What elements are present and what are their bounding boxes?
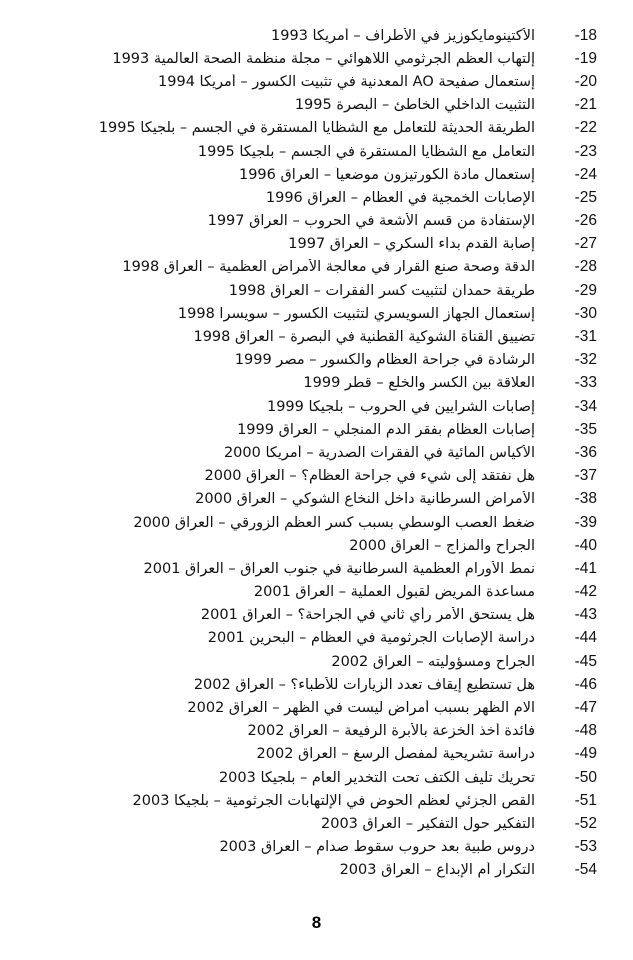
entry-title: الطريقة الحديثة للتعامل مع الشظايا المستقرة في الجسم – بلجيكا 1995: [98, 120, 535, 137]
entry-title: هل تستطيع إيقاف تعدد الزيارات للأطباء؟ – العراق 2002: [193, 676, 535, 693]
list-item: [77, 163, 597, 186]
entry-number: -37: [574, 467, 597, 485]
entry-title: إصابة القدم بداء السكري – العراق 1997: [288, 236, 535, 253]
list-item: [77, 743, 597, 766]
list-item: [77, 117, 597, 140]
list-item: [77, 395, 597, 418]
entry-title: الجراح ومسؤوليته – العراق 2002: [331, 653, 535, 670]
entry-title: مساعدة المريض لقبول العملية – العراق 2001: [253, 584, 535, 601]
entry-number: -20: [574, 72, 597, 90]
entry-number: -23: [574, 142, 597, 160]
entry-number: -41: [574, 559, 597, 577]
entry-title: الأمراض السرطانية داخل النخاع الشوكي – العراق 2000: [195, 491, 535, 508]
list-item: [77, 557, 597, 580]
entry-title: الأكتينومايكوزيز في الأطراف – أمريكا 1993: [271, 27, 535, 44]
list-item: [77, 465, 597, 488]
entry-title: الإصابات الخمجية في العظام – العراق 1996: [265, 189, 535, 206]
list-item: [77, 766, 597, 789]
entry-title: التعامل مع الشظايا المستقرة في الجسم – بلجيكا 1995: [197, 143, 535, 160]
entry-number: -44: [574, 629, 597, 647]
list-item: [77, 94, 597, 117]
list-item: [77, 650, 597, 673]
entry-number: -48: [574, 722, 597, 740]
entry-title: العلاقة بين الكسر والخلع – قطر 1999: [303, 375, 535, 392]
entry-number: -49: [574, 745, 597, 763]
entry-title: الأكياس المائية في الفقرات الصدرية – أمريكا 2000: [223, 444, 535, 461]
entry-number: -54: [574, 861, 597, 879]
publication-list: [77, 24, 597, 882]
entry-number: -40: [574, 536, 597, 554]
entry-number: -43: [574, 606, 597, 624]
entry-number: -47: [574, 699, 597, 717]
entry-title: إستعمال الجهاز السويسري لتثبيت الكسور – سويسرا 1998: [177, 305, 535, 322]
list-item: [77, 418, 597, 441]
entry-number: -39: [574, 513, 597, 531]
list-item: [77, 789, 597, 812]
entry-number: -50: [574, 768, 597, 786]
entry-number: -51: [574, 791, 597, 809]
entry-number: -36: [574, 443, 597, 461]
list-item: [77, 673, 597, 696]
list-item: [77, 812, 597, 835]
entry-title: دروس طبية بعد حروب سقوط صدام – العراق 2003: [219, 839, 535, 856]
entry-title: التثبيت الداخلي الخاطئ – البصرة 1995: [294, 97, 535, 114]
entry-number: -35: [574, 420, 597, 438]
entry-title: الجراح والمزاج – العراق 2000: [349, 537, 535, 554]
entry-number: -25: [574, 188, 597, 206]
list-item: [77, 24, 597, 47]
entry-number: -45: [574, 652, 597, 670]
entry-title: إستعمال مادة الكورتيزون موضعياً – العراق 1996: [238, 166, 535, 183]
entry-title: آلام الظهر بسبب أمراض ليست في الظهر – العراق 2002: [187, 700, 535, 717]
list-item: [77, 47, 597, 70]
list-item: [77, 627, 597, 650]
entry-number: -30: [574, 304, 597, 322]
entry-title: التكرار أم الإبداع – العراق 2003: [339, 862, 535, 879]
list-item: [77, 581, 597, 604]
entry-title: هل يستحق الأمر رأي ثاني في الجراحة؟ – العراق 2001: [200, 607, 535, 624]
list-item: [77, 279, 597, 302]
entry-number: -34: [574, 397, 597, 415]
list-item: [77, 511, 597, 534]
entry-number: -28: [574, 258, 597, 276]
entry-title: إصابات العظام بفقر الدم المنجلي – العراق 1999: [237, 421, 535, 438]
list-item: [77, 256, 597, 279]
list-item: [77, 349, 597, 372]
entry-number: -33: [574, 374, 597, 392]
list-item: [77, 534, 597, 557]
list-item: [77, 210, 597, 233]
entry-title: القص الجزئي لعظم الحوض في الإلتهابات الجرثومية – بلجيكا 2003: [132, 792, 535, 809]
entry-number: -24: [574, 165, 597, 183]
entry-title: ضغط العصب الوسطي بسبب كسر العظم الزورقي – العراق 2000: [133, 514, 535, 531]
entry-number: -38: [574, 490, 597, 508]
entry-number: -19: [574, 49, 597, 67]
entry-title: إستعمال صفيحة AO المعدنية في تثبيت الكسور – أمريكا 1994: [158, 73, 535, 90]
entry-title: إلتهاب العظم الجرثومي اللاهوائي – مجلة منظمة الصحة العالمية 1993: [112, 50, 535, 67]
list-item: [77, 233, 597, 256]
list-item: [77, 604, 597, 627]
entry-title: إصابات الشرايين في الحروب – بلجيكا 1999: [266, 398, 535, 415]
entry-title: تحريك تليف الكتف تحت التخدير العام – بلجيكا 2003: [218, 769, 535, 786]
page-number: 8: [311, 913, 322, 932]
list-item: [77, 372, 597, 395]
list-item: [77, 836, 597, 859]
entry-number: -32: [574, 351, 597, 369]
entry-title: فائدة أخذ الخزعة بالأبرة الرفيعة – العراق 2002: [247, 723, 535, 740]
entry-title: دراسة الإصابات الجرثومية في العظام – البحرين 2001: [207, 630, 535, 647]
list-item: [77, 302, 597, 325]
entry-number: -53: [574, 838, 597, 856]
entry-number: -27: [574, 235, 597, 253]
entry-title: الرشادة في جراحة العظام والكسور – مصر 1999: [234, 352, 535, 369]
list-item: [77, 70, 597, 93]
entry-title: دراسة تشريحية لمفصل الرسغ – العراق 2002: [256, 746, 535, 763]
list-item: [77, 859, 597, 882]
list-item: [77, 186, 597, 209]
list-item: [77, 488, 597, 511]
entry-title: نمط الأورام العظمية السرطانية في جنوب العراق – العراق 2001: [143, 560, 535, 577]
list-item: [77, 696, 597, 719]
entry-title: هل نفتقد إلى شيء في جراحة العظام؟ – العراق 2000: [204, 468, 535, 485]
entry-number: -31: [574, 328, 597, 346]
list-item: [77, 720, 597, 743]
entry-number: -26: [574, 212, 597, 230]
list-item: [77, 140, 597, 163]
entry-number: -21: [574, 96, 597, 114]
entry-number: -46: [574, 675, 597, 693]
entry-title: طريقة حمدان لتثبيت كسر الفقرات – العراق 1998: [228, 282, 535, 299]
entry-title: تضييق القناة الشوكية القطنية في البصرة – العراق 1998: [193, 329, 535, 346]
list-item: [77, 441, 597, 464]
entry-number: -29: [574, 281, 597, 299]
entry-number: -22: [574, 119, 597, 137]
entry-number: -18: [574, 26, 597, 44]
entry-number: -42: [574, 583, 597, 601]
entry-title: الدقة وصحة صنع القرار في معالجة الأمراض العظمية – العراق 1998: [122, 259, 535, 276]
entry-number: -52: [574, 814, 597, 832]
list-item: [77, 325, 597, 348]
entry-title: الإستفادة من قسم الأشعة في الحروب – العراق 1997: [207, 213, 535, 230]
entry-title: التفكير حول التفكير – العراق 2003: [321, 815, 535, 832]
